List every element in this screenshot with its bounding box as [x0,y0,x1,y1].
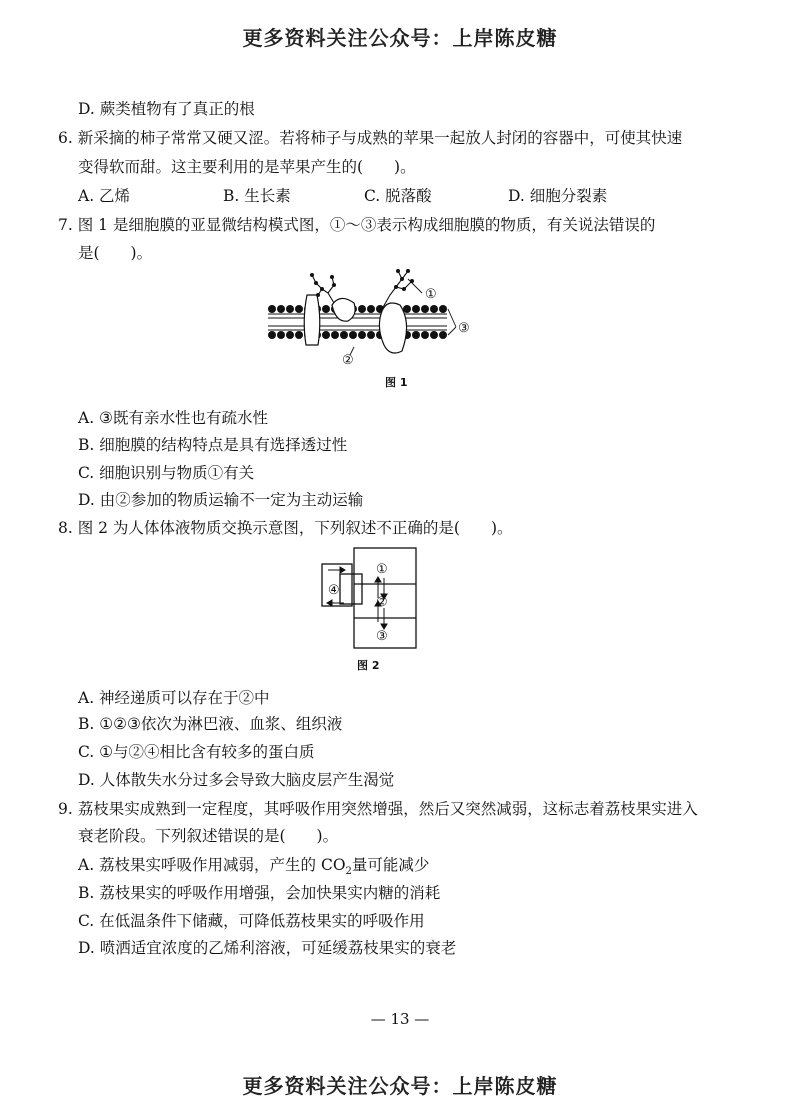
figure-2-caption: 图 2 [357,659,380,672]
q9-stem-line1: 9. 荔枝果实成熟到一定程度，其呼吸作用突然增强，然后又突然减弱，这标志着荔枝果实进入 [58,800,698,818]
q6-stem-line1: 6. 新采摘的柿子常常又硬又涩。若将柿子与成熟的苹果一起放人封闭的容器中，可使其快速 [58,129,683,147]
q9-option-d: D. 喷洒适宜浓度的乙烯利溶液，可延缓荔枝果实的衰老 [78,939,457,957]
q8-option-a: A. 神经递质可以存在于②中 [78,689,270,707]
q6-option-a: A. 乙烯 [78,187,131,205]
membrane-label-2: ② [342,353,354,365]
q9-stem-line2: 衰老阶段。下列叙述错误的是( )。 [78,827,339,845]
header-banner: 更多资料关注公众号：上岸陈皮糖 [242,26,558,50]
fluid-compartments [322,548,416,648]
q9-option-c: C. 在低温条件下储藏，可降低荔枝果实的呼吸作用 [78,912,425,930]
q6-stem-line2: 变得软而甜。这主要利用的是苹果产生的( )。 [78,158,416,176]
q6-options [78,186,718,206]
q7-option-a: A. ③既有亲水性也有疏水性 [78,409,268,427]
q8-stem: 8. 图 2 为人体体液物质交换示意图，下列叙述不正确的是( )。 [58,519,513,537]
cell-membrane-diagram [262,265,492,365]
q7-option-b: B. 细胞膜的结构特点是具有选择透过性 [78,436,348,454]
membrane-label-3: ③ [458,321,470,336]
q7-stem-line2: 是( )。 [78,244,153,262]
q6-option-d: D. 细胞分裂素 [508,187,608,205]
body-fluid-exchange-diagram [318,546,448,652]
footer-banner: 更多资料关注公众号：上岸陈皮糖 [242,1074,558,1098]
q8-option-c: C. ①与②④相比含有较多的蛋白质 [78,743,315,761]
q6-option-b: B. 生长素 [223,187,291,205]
q9-option-b: B. 荔枝果实的呼吸作用增强，会加快果实内糖的消耗 [78,884,441,902]
q9-option-a-tail: 量可能减少 [351,856,430,874]
membrane-proteins [304,295,406,353]
membrane-label-1: ① [425,287,437,302]
figure-1-caption: 图 1 [385,376,408,389]
q9-option-a [78,855,429,882]
q7-option-c: C. 细胞识别与物质①有关 [78,464,255,482]
q6-option-c: C. 脱落酸 [364,187,432,205]
q8-option-b: B. ①②③依次为淋巴液、血浆、组织液 [78,715,343,733]
q5-option-d: D. 蕨类植物有了真正的根 [78,100,255,118]
q7-stem-line1: 7. 图 1 是细胞膜的亚显微结构模式图，①～③表示构成细胞膜的物质，有关说法错误的 [58,216,656,234]
q7-option-d: D. 由②参加的物质运输不一定为主动运输 [78,491,364,509]
phospholipid-bilayer [268,305,447,339]
q9-option-a-text: A. 荔枝果实呼吸作用减弱，产生的 CO [78,856,346,874]
fluid-label-2: ② [376,595,388,610]
co2-subscript: 2 [345,866,352,878]
fluid-label-4: ④ [328,583,340,598]
page-number: — 13 — [370,1010,430,1028]
fluid-label-3: ③ [376,629,388,644]
fluid-label-1: ① [376,562,388,577]
q8-option-d: D. 人体散失水分过多会导致大脑皮层产生渴觉 [78,771,395,789]
